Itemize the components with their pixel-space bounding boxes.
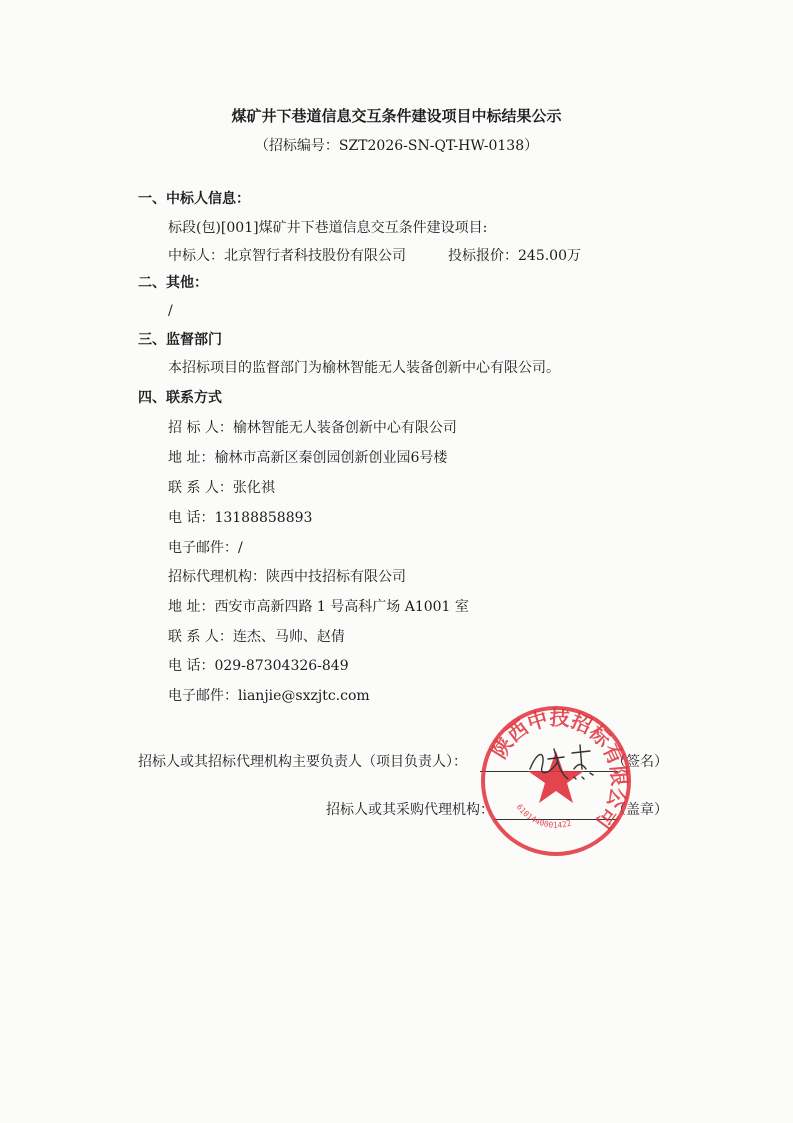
section-supervision-heading: 三、监督部门 [138,332,222,348]
agency-email: 电子邮件：lianjie@sxzjtc.com [168,688,370,704]
tenderer-contact-person: 联 系 人：张化祺 [168,480,275,496]
tenderer-email: 电子邮件：/ [168,540,243,556]
lot-description: 标段(包)[001]煤矿井下巷道信息交互条件建设项目: [168,220,488,236]
agency-address: 地 址：西安市高新四路 1 号高科广场 A1001 室 [168,599,469,615]
tenderer-name: 招 标 人：榆林智能无人装备创新中心有限公司 [168,420,457,436]
tenderer-phone: 电 话：13188858893 [168,510,313,526]
tenderer-address: 地 址：榆林市高新区秦创园创新创业园6号楼 [168,450,448,466]
signature-suffix: （签名） [612,754,668,770]
document-title: 煤矿井下巷道信息交互条件建设项目中标结果公示 [231,107,562,125]
section-contact-heading: 四、联系方式 [138,390,222,406]
agency-name: 招标代理机构：陕西中技招标有限公司 [168,569,406,585]
winner-name: 中标人：北京智行者科技股份有限公司 [168,248,406,264]
seal-serial: 6101440001422 [514,802,573,830]
section-winner-heading: 一、中标人信息： [138,191,250,207]
section-other-heading: 二、其他： [138,275,208,291]
stamp-label: 招标人或其采购代理机构： [326,802,494,818]
agency-contact-person: 联 系 人：连杰、马帅、赵倩 [168,629,345,645]
seal-text: 陕西中技招标有限公司 [487,705,632,834]
other-content: / [168,303,173,319]
handwritten-signature [524,739,604,789]
stamp-suffix: （盖章） [612,802,668,818]
agency-phone: 电 话：029-87304326-849 [168,658,349,674]
supervision-content: 本招标项目的监督部门为榆林智能无人装备创新中心有限公司。 [168,360,560,376]
signature-label: 招标人或其招标代理机构主要负责人（项目负责人）： [138,754,467,770]
bid-price: 投标报价：245.00万 [448,248,581,264]
svg-text:6101440001422 [515,803,573,830]
tender-number: （招标编号：SZT2026-SN-QT-HW-0138） [254,138,539,154]
